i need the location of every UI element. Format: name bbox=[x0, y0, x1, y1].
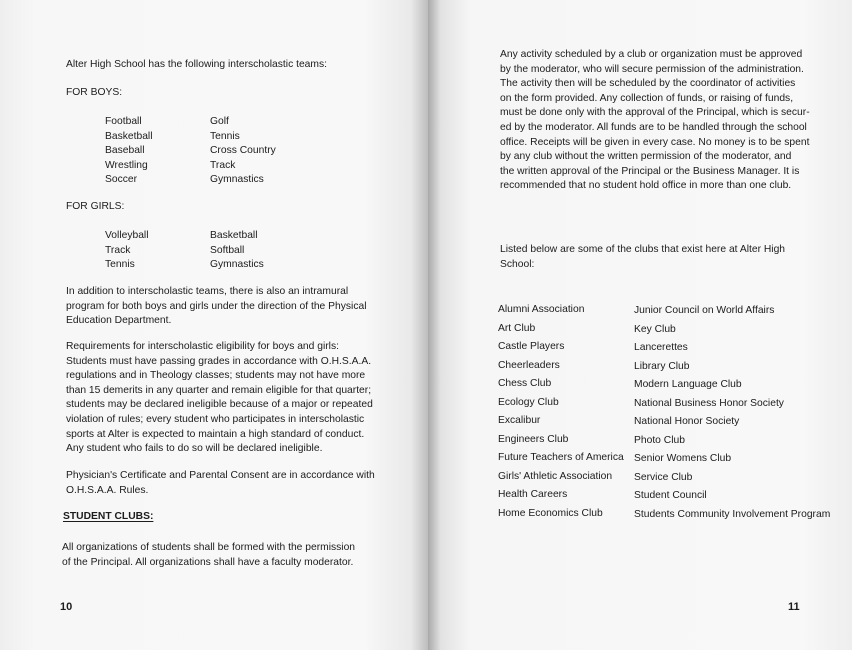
text-line: Any activity scheduled by a club or organization must be approved bbox=[500, 49, 803, 60]
team-item: Soccer bbox=[105, 174, 138, 186]
boys-teams-column-1 bbox=[105, 115, 153, 188]
text-line: O.H.S.A.A. Rules. bbox=[66, 484, 149, 496]
team-item: Football bbox=[105, 116, 142, 127]
club-item: Senior Womens Club bbox=[634, 453, 732, 464]
club-item: Modern Language Club bbox=[634, 379, 742, 390]
team-item: Baseball bbox=[105, 145, 145, 157]
page-number-right: 11 bbox=[788, 601, 800, 613]
text-line: recommended that no student hold office in more than one club. bbox=[500, 180, 792, 192]
club-item: Junior Council on World Affairs bbox=[634, 305, 775, 316]
club-item: Alumni Association bbox=[498, 304, 585, 315]
club-item: Home Economics Club bbox=[498, 507, 603, 519]
club-item: Students Community Involvement Program bbox=[634, 508, 831, 520]
team-item: Cross Country bbox=[210, 145, 276, 157]
text-line: All organizations of students shall be formed with the permission bbox=[62, 542, 356, 553]
text-line: In addition to interscholastic teams, there is also an intramural bbox=[66, 286, 349, 297]
text-line: of the Principal. All organizations shall have a faculty moderator. bbox=[62, 556, 354, 568]
club-item: National Honor Society bbox=[634, 416, 740, 427]
club-item: Excalibur bbox=[498, 415, 541, 426]
club-item: Key Club bbox=[634, 323, 676, 335]
text-line: regulations and in Theology classes; students may not have more bbox=[66, 370, 366, 382]
boys-teams-column-2 bbox=[210, 115, 276, 188]
club-item: Engineers Club bbox=[498, 433, 569, 445]
right-page bbox=[428, 0, 852, 650]
club-item: Future Teachers of America bbox=[498, 452, 624, 463]
text-line: the written approval of the Principal or the Business Manager. It is bbox=[500, 165, 800, 177]
club-item: Castle Players bbox=[498, 341, 565, 352]
team-item: Basketball bbox=[210, 230, 258, 241]
club-item: Ecology Club bbox=[498, 396, 559, 408]
text-line: students may be declared ineligible because of a major or repeated bbox=[66, 399, 373, 411]
text-line: must be done only with the approval of the Principal, which is secur- bbox=[500, 107, 810, 119]
team-item: Gymnastics bbox=[210, 174, 264, 186]
eligibility-paragraph bbox=[66, 340, 373, 457]
clubs-column-2 bbox=[634, 302, 830, 524]
physician-paragraph bbox=[66, 469, 375, 498]
team-item: Softball bbox=[210, 244, 245, 256]
club-item: Chess Club bbox=[498, 378, 552, 389]
team-item: Track bbox=[210, 159, 236, 171]
girls-teams-column-1 bbox=[105, 229, 149, 273]
text-line: violation of rules; every student who participates in interscholastic bbox=[66, 413, 365, 425]
text-line: Any student who fails to do so will be declared ineligible. bbox=[66, 443, 323, 455]
team-item: Tennis bbox=[105, 259, 135, 271]
page-number-left: 10 bbox=[60, 601, 73, 613]
text-line: Education Department. bbox=[66, 315, 172, 327]
club-item: Library Club bbox=[634, 360, 690, 372]
text-line: office. Receipts will be given in every case. No money is to be spent bbox=[500, 136, 810, 148]
text-line: Students must have passing grades in accordance with O.H.S.A.A. bbox=[66, 355, 372, 367]
text-line: Listed below are some of the clubs that exist here at Alter High bbox=[500, 244, 786, 255]
text-line: Requirements for interscholastic eligibility for boys and girls: bbox=[66, 341, 339, 352]
boys-heading: FOR BOYS: bbox=[66, 87, 123, 98]
text-line: sports at Alter is expected to maintain a high standard of conduct. bbox=[66, 428, 365, 440]
club-item: Health Careers bbox=[498, 489, 568, 500]
clubs-list-intro bbox=[500, 243, 785, 272]
club-item: Student Council bbox=[634, 490, 707, 501]
club-item: Girls' Athletic Association bbox=[498, 470, 613, 482]
club-item: Photo Club bbox=[634, 434, 685, 446]
text-line: by any club without the written permission of the moderator, and bbox=[500, 151, 792, 163]
team-item: Volleyball bbox=[105, 230, 149, 241]
teams-intro: Alter High School has the following interscholastic teams: bbox=[66, 59, 327, 70]
team-item: Wrestling bbox=[105, 159, 148, 171]
team-item: Track bbox=[105, 244, 131, 256]
text-line: by the moderator, who will secure permission of the administration. bbox=[500, 63, 804, 75]
club-item: Lancerettes bbox=[634, 342, 688, 353]
intramural-paragraph bbox=[66, 285, 367, 329]
clubs-column-1 bbox=[498, 301, 624, 523]
text-line: program for both boys and girls under the direction of the Physical bbox=[66, 300, 367, 312]
girls-teams-column-2 bbox=[210, 229, 264, 273]
team-item: Golf bbox=[210, 116, 229, 127]
activity-paragraph bbox=[500, 48, 810, 194]
team-item: Tennis bbox=[210, 130, 240, 142]
club-item: Service Club bbox=[634, 471, 693, 483]
team-item: Gymnastics bbox=[210, 259, 264, 271]
team-item: Basketball bbox=[105, 130, 153, 142]
text-line: than 15 demerits in any quarter and remain eligible for that quarter; bbox=[66, 384, 372, 396]
text-line: ed by the moderator. All funds are to be handled through the school bbox=[500, 121, 807, 133]
student-clubs-heading: STUDENT CLUBS: bbox=[63, 511, 154, 522]
girls-heading: FOR GIRLS: bbox=[66, 201, 125, 212]
club-item: National Business Honor Society bbox=[634, 397, 784, 409]
text-line: Physician's Certificate and Parental Consent are in accordance with bbox=[66, 470, 375, 481]
club-item: Art Club bbox=[498, 322, 536, 334]
text-line: The activity then will be scheduled by the coordinator of activities bbox=[500, 78, 796, 90]
organizations-paragraph bbox=[62, 541, 355, 570]
text-line: on the form provided. Any collection of funds, or raising of funds, bbox=[500, 92, 794, 104]
text-line: School: bbox=[500, 258, 535, 270]
club-item: Cheerleaders bbox=[498, 359, 560, 371]
